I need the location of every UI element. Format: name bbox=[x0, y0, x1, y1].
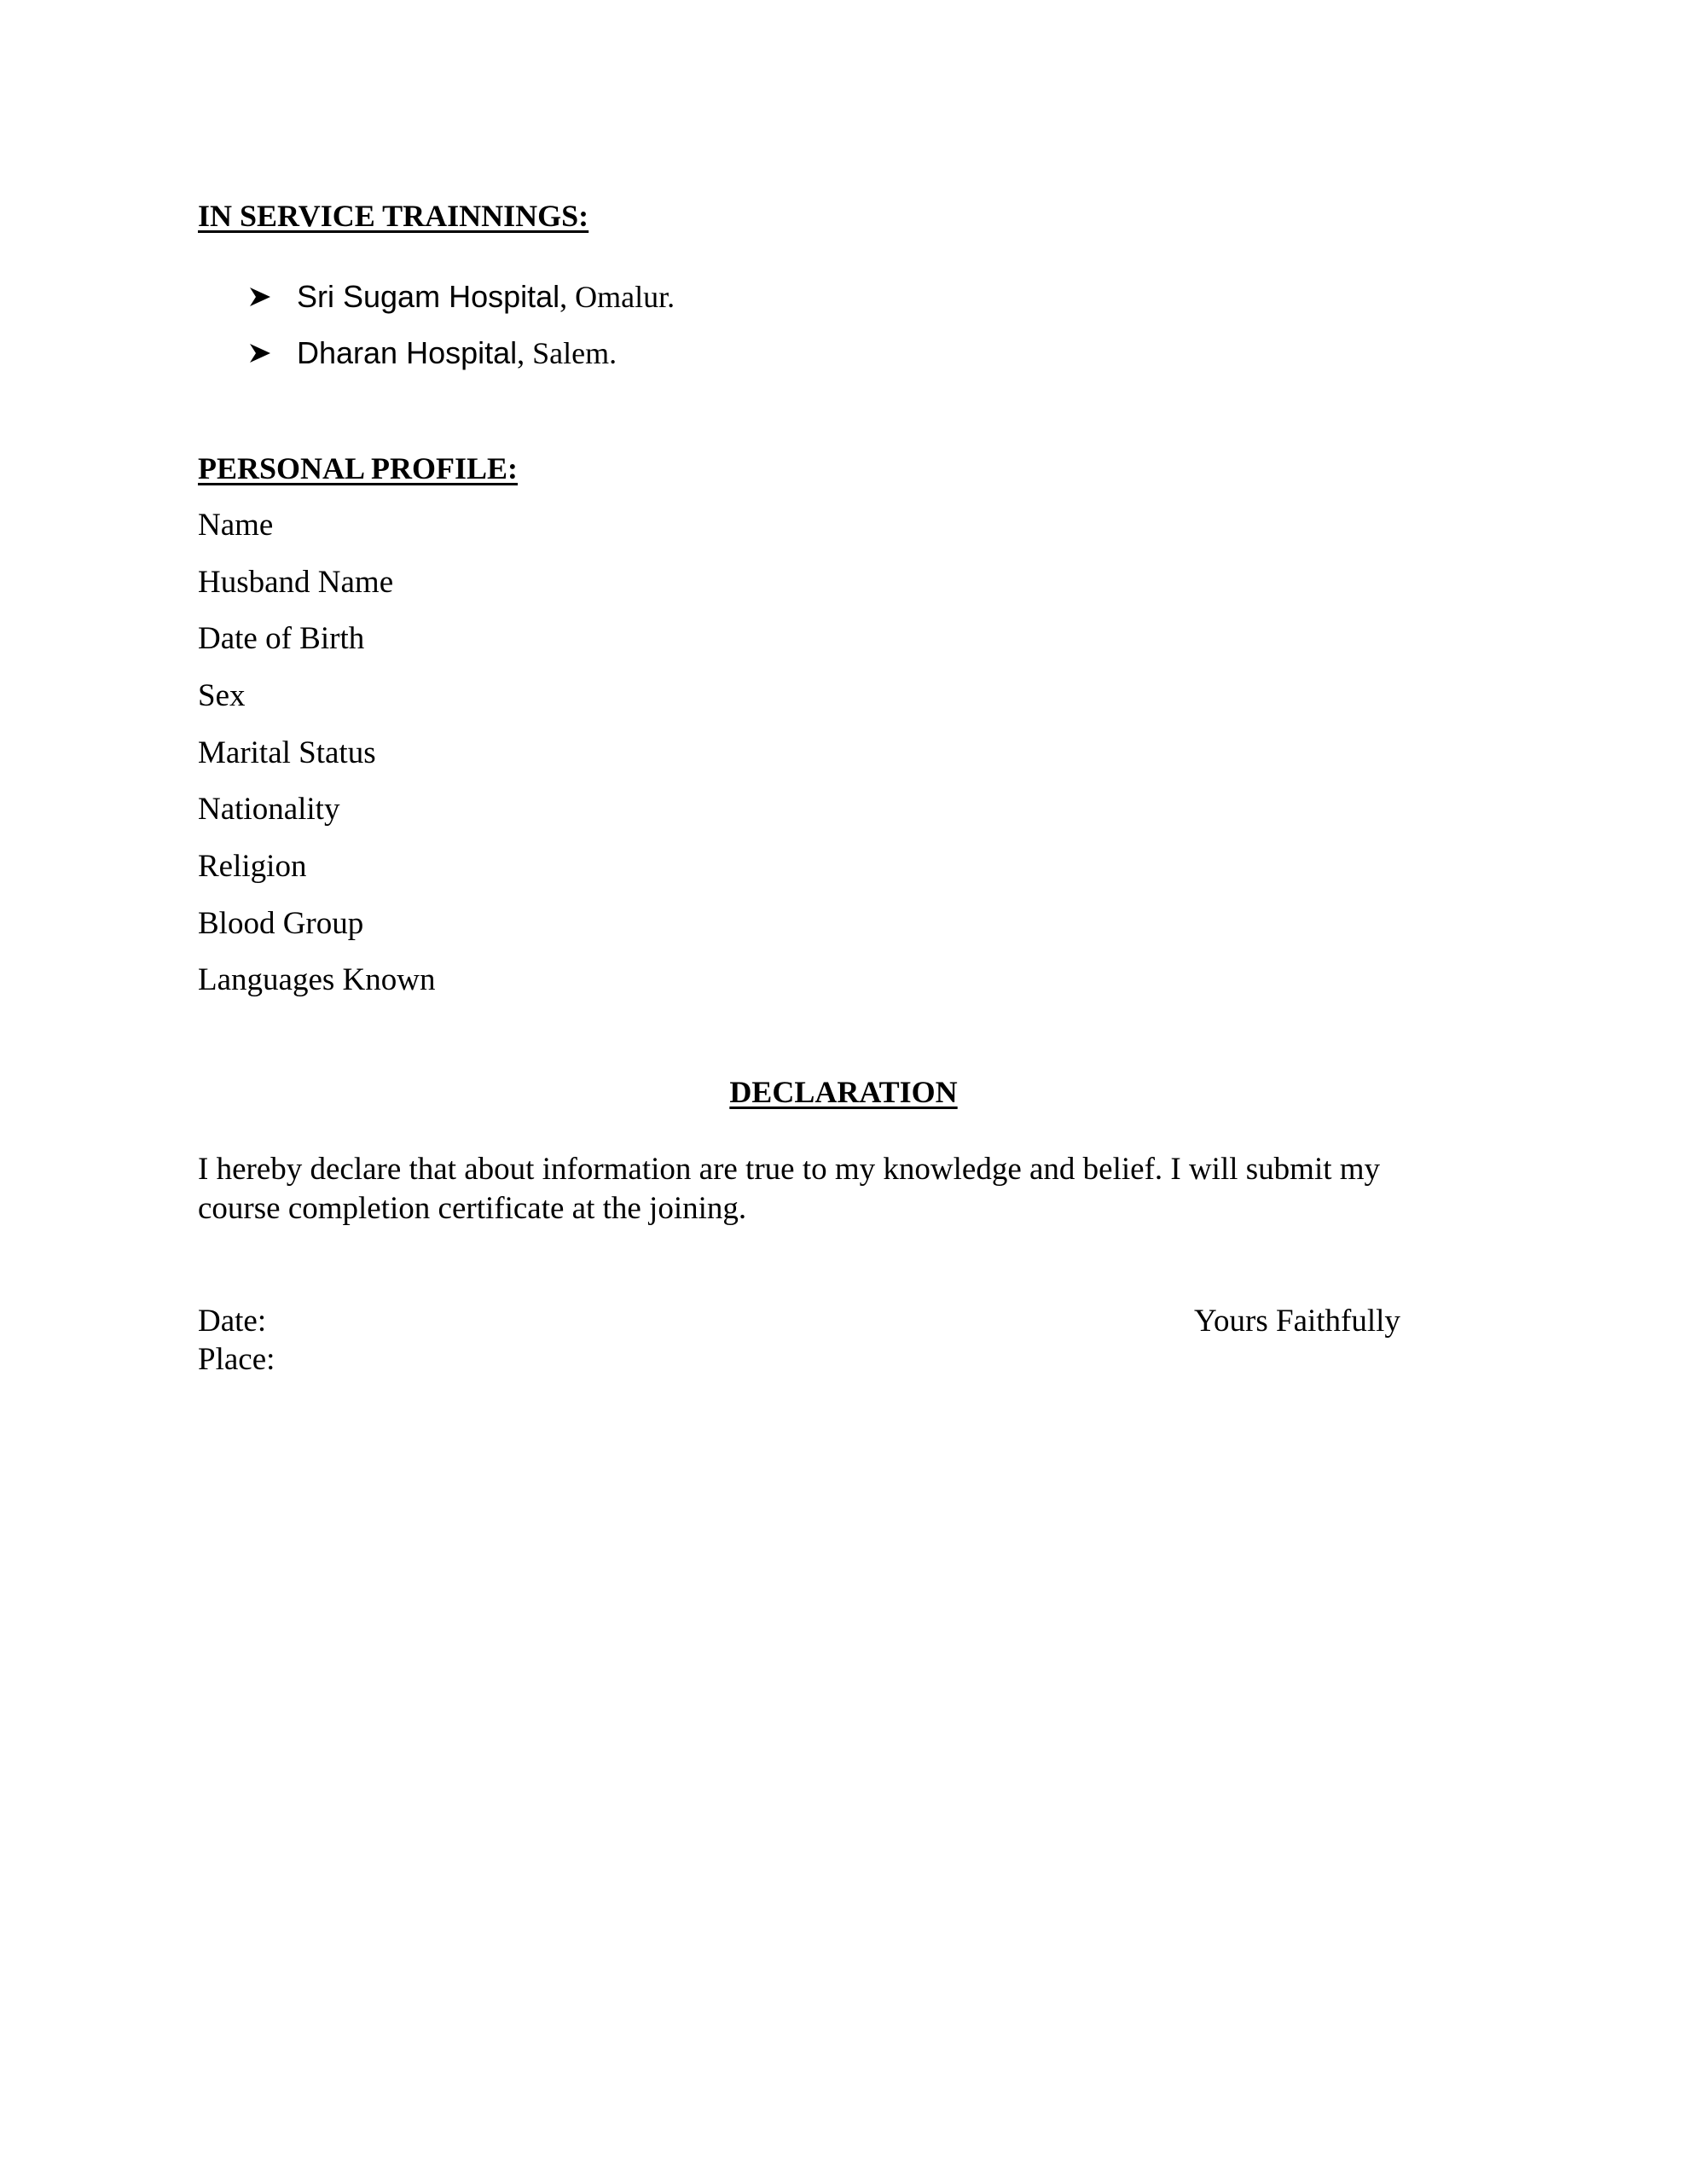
profile-field-label: Nationality bbox=[198, 792, 340, 827]
profile-field-label: Languages Known bbox=[198, 962, 436, 997]
profile-field-label: Date of Birth bbox=[198, 621, 365, 656]
place-label: Place: bbox=[198, 1342, 275, 1377]
profile-field-label: Name bbox=[198, 508, 274, 543]
arrowhead-bullet-icon bbox=[247, 340, 273, 366]
personal-profile-heading: PERSONAL PROFILE: bbox=[198, 451, 519, 485]
hospital-place: , Omalur. bbox=[559, 280, 675, 314]
declaration-text-line-2: course completion certificate at the joining. bbox=[198, 1191, 747, 1226]
declaration-text-line-1: I hereby declare that about information are true to my knowledge and belief. I will submit my bbox=[198, 1152, 1381, 1187]
hospital-name: Dharan Hospital bbox=[297, 335, 518, 370]
profile-field-label: Blood Group bbox=[198, 906, 364, 941]
profile-field-label: Husband Name bbox=[198, 565, 394, 600]
profile-field-label: Sex bbox=[198, 678, 246, 713]
hospital-place: , Salem. bbox=[517, 336, 617, 370]
arrowhead-bullet-icon bbox=[247, 284, 273, 310]
date-label: Date: bbox=[198, 1304, 267, 1339]
profile-field-label: Marital Status bbox=[198, 735, 376, 770]
in-service-heading: IN SERVICE TRAINNINGS: bbox=[198, 199, 589, 233]
profile-field-label: Religion bbox=[198, 849, 307, 884]
hospital-name: Sri Sugam Hospital bbox=[297, 279, 560, 314]
declaration-heading: DECLARATION bbox=[729, 1075, 958, 1109]
closing-salutation: Yours Faithfully bbox=[1194, 1304, 1400, 1339]
